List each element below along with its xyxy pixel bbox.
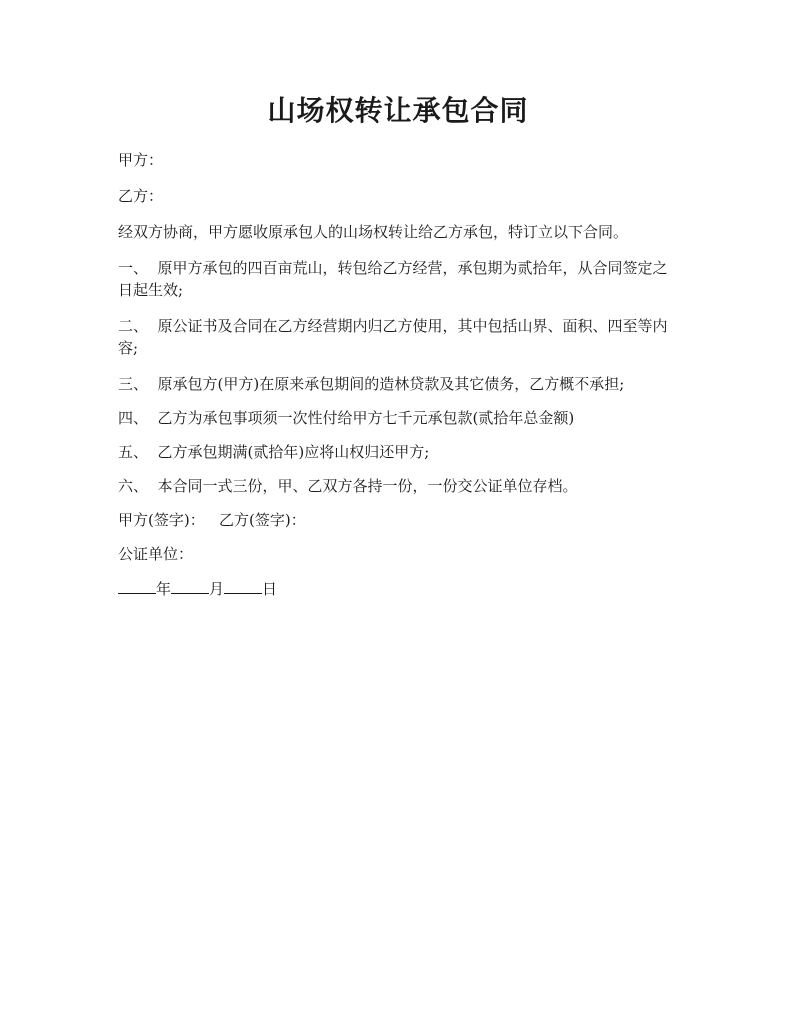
clause-3: 三、 原承包方(甲方)在原来承包期间的造林贷款及其它债务，乙方概不承担; [118, 375, 625, 393]
clause-5: 五、 乙方承包期满(贰拾年)应将山权归还甲方; [118, 443, 430, 461]
day-blank [224, 577, 262, 594]
clause-4: 四、 乙方为承包事项须一次性付给甲方七千元承包款(贰拾年总金额) [118, 409, 575, 427]
intro-paragraph: 经双方协商，甲方愿收原承包人的山场权转让给乙方承包，特订立以下合同。 [118, 223, 629, 241]
clause-1: 一、 原甲方承包的四百亩荒山，转包给乙方经营，承包期为贰拾年，从合同签定之日起生效; [118, 259, 668, 299]
clause-6: 六、 本合同一式三份，甲、乙双方各持一份，一份交公证单位存档。 [118, 477, 578, 495]
month-label: 月 [209, 580, 225, 598]
party-b-label: 乙方： [118, 187, 164, 205]
date-line [118, 577, 676, 600]
document-title: 山场权转让承包合同 [267, 94, 529, 127]
notary-label: 公证单位： [118, 545, 194, 563]
year-blank [118, 577, 156, 594]
signature-line: 甲方(签字)： 乙方(签字)： [118, 511, 306, 529]
document-body [118, 149, 676, 600]
day-label: 日 [262, 580, 278, 598]
party-a-label: 甲方： [118, 151, 164, 169]
year-label: 年 [156, 580, 172, 598]
month-blank [171, 577, 209, 594]
clause-2: 二、 原公证书及合同在乙方经营期内归乙方使用，其中包括山界、面积、四至等内容; [118, 317, 668, 357]
